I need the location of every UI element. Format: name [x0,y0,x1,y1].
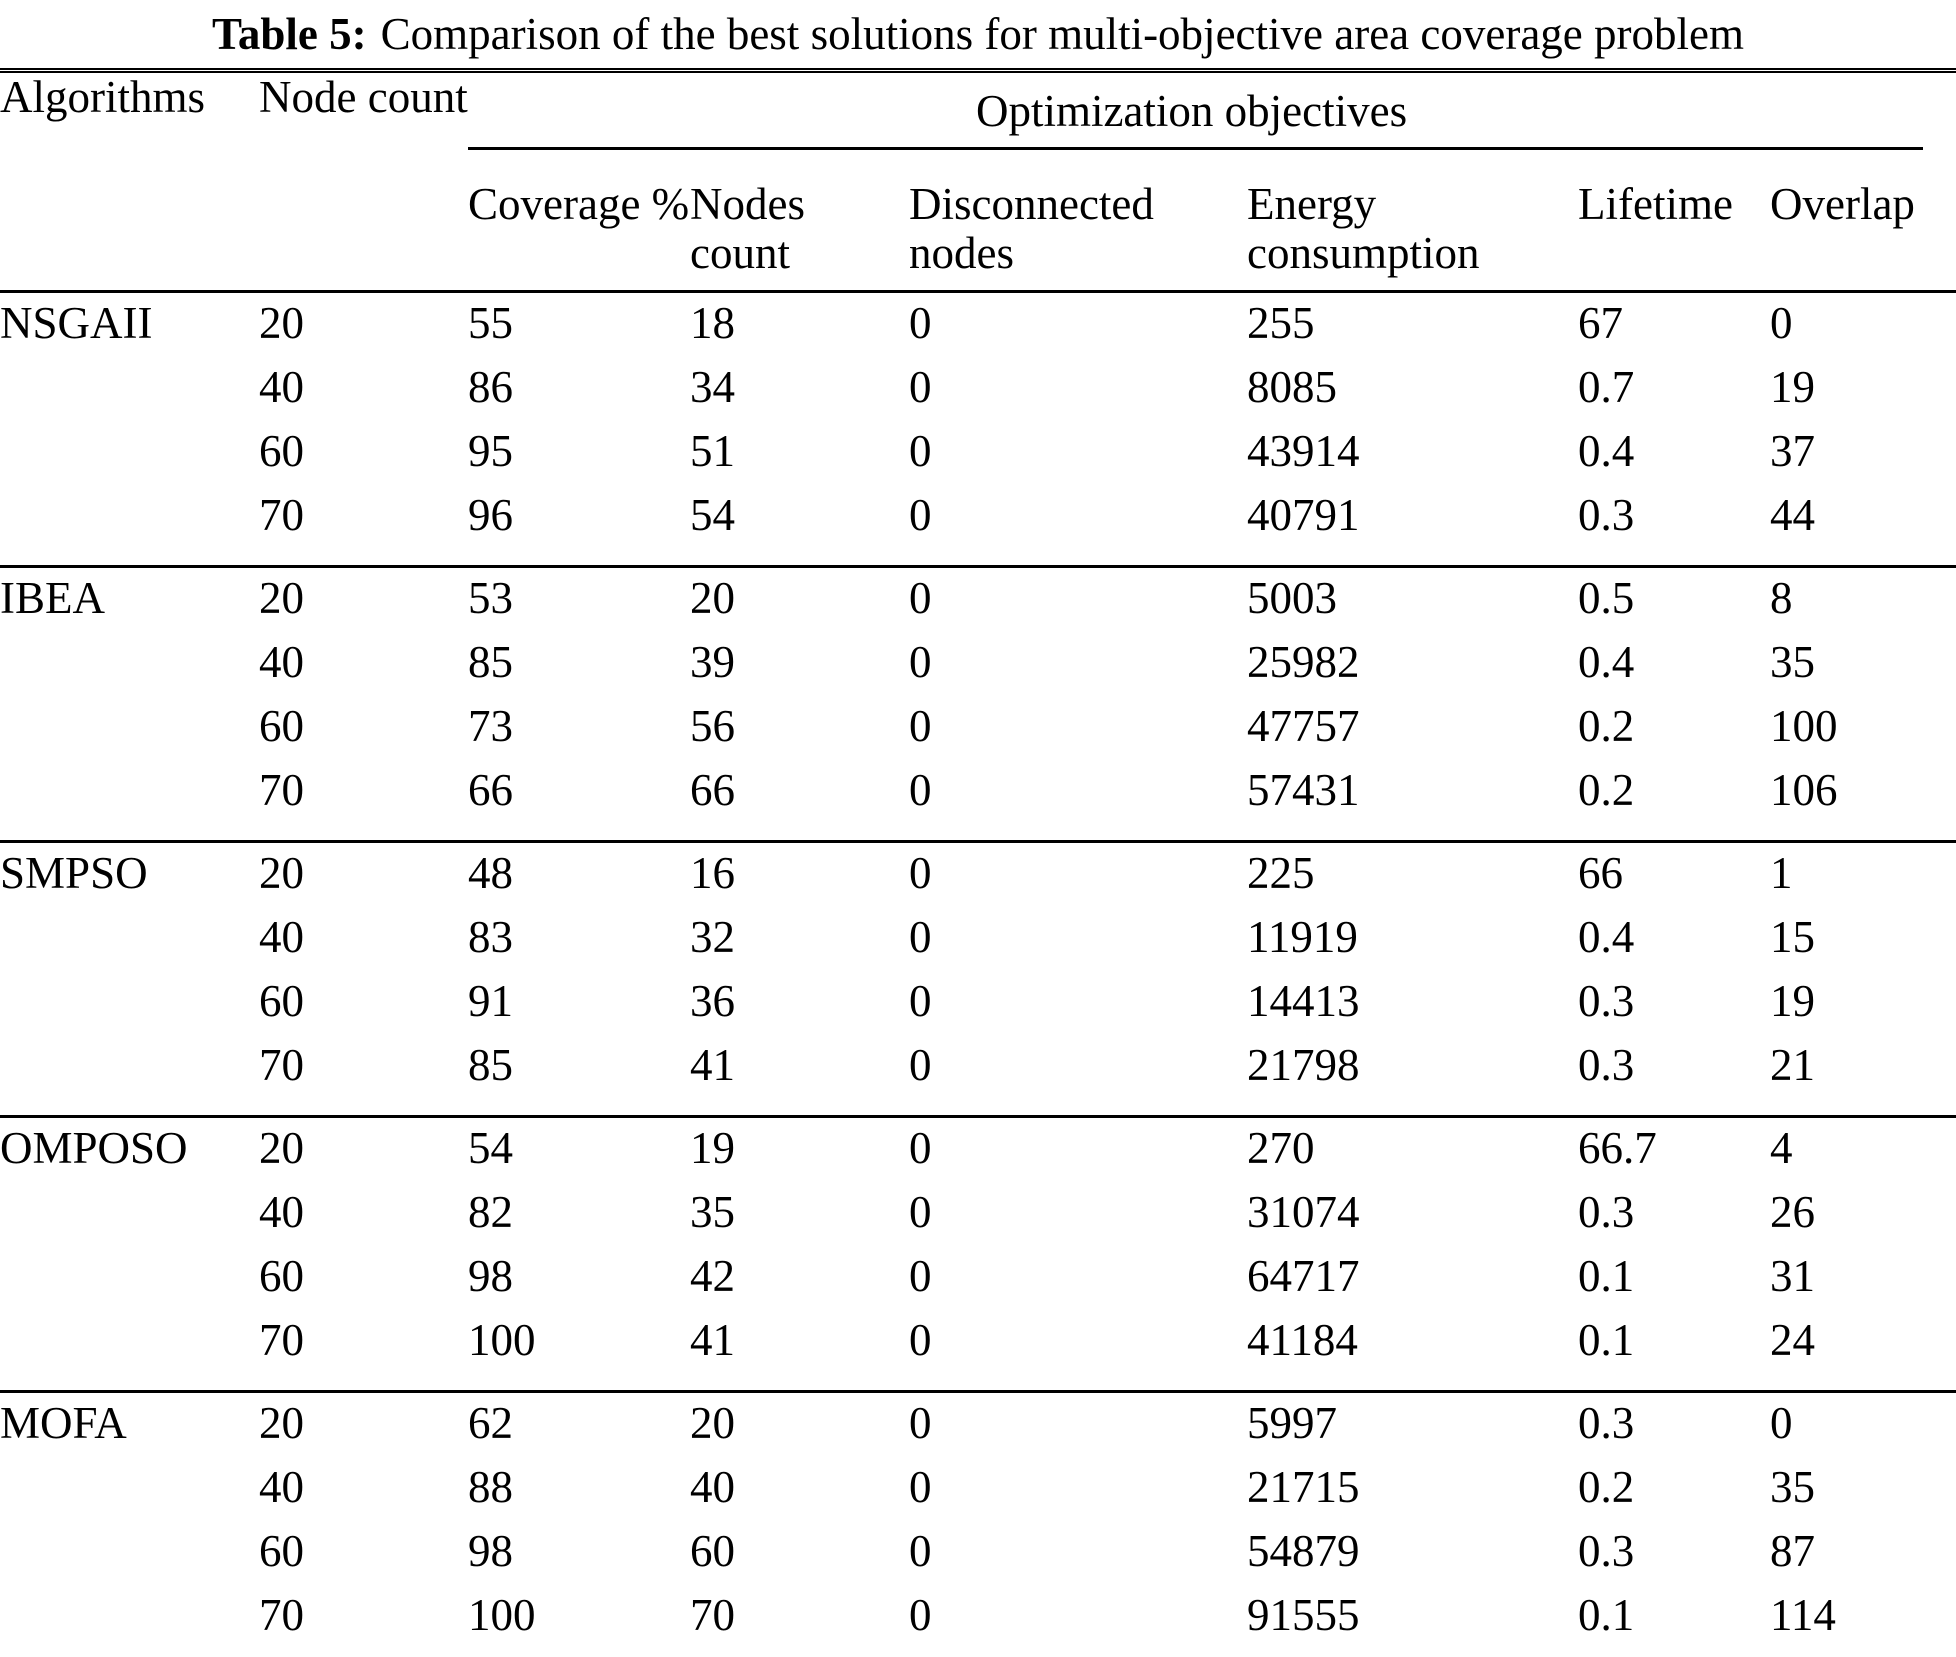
cell-node-count: 60 [259,704,304,752]
table-row [0,493,1956,567]
header-coverage-pct: Coverage % [468,150,690,292]
header-nodes-count: Nodes count [690,150,909,292]
cell-coverage-pct: 83 [468,915,513,963]
cell-nodes-count: 18 [690,292,909,366]
cell-energy-consumption: 14413 [1247,979,1360,1027]
cell-algorithm [0,365,259,429]
table-row [0,1318,1956,1392]
cell-nodes-count: 20 [690,1392,909,1466]
cell-nodes-count: 41 [690,1318,735,1366]
cell-lifetime: 66.7 [1578,1117,1770,1191]
cell-energy-consumption: 64717 [1247,1254,1360,1302]
cell-disconnected-nodes: 0 [909,1529,932,1577]
cell-algorithm: NSGAII [0,292,259,366]
cell-energy-consumption: 21798 [1247,1043,1360,1091]
cell-node-count: 20 [259,292,468,366]
cell-algorithm [0,704,259,768]
cell-energy-consumption: 270 [1247,1117,1578,1191]
cell-disconnected-nodes: 0 [909,1190,932,1238]
header-optimization-objectives [468,73,1956,150]
cell-coverage-pct: 100 [468,1593,536,1641]
cell-lifetime: 0.4 [1578,429,1635,477]
cell-nodes-count: 32 [690,915,735,963]
cell-disconnected-nodes: 0 [909,1043,932,1091]
cell-nodes-count: 20 [690,567,909,641]
cell-nodes-count: 60 [690,1529,735,1577]
cell-nodes-count: 42 [690,1254,735,1302]
table-frame [0,68,1956,1657]
cell-overlap: 35 [1770,1465,1815,1513]
cell-coverage-pct: 73 [468,704,513,752]
cell-lifetime: 0.3 [1578,979,1635,1027]
table-header [0,73,1956,292]
cell-overlap: 4 [1770,1117,1956,1191]
cell-node-count: 70 [259,493,304,541]
cell-lifetime: 0.5 [1578,567,1770,641]
cell-algorithm [0,979,259,1043]
cell-disconnected-nodes: 0 [909,1318,932,1366]
cell-disconnected-nodes: 0 [909,567,1247,641]
cell-coverage-pct: 91 [468,979,513,1027]
cell-overlap: 0 [1770,1392,1956,1466]
table-row [0,1593,1956,1657]
cell-overlap: 26 [1770,1190,1815,1238]
cell-coverage-pct: 100 [468,1318,536,1366]
cell-disconnected-nodes: 0 [909,1254,932,1302]
cell-overlap: 21 [1770,1043,1815,1091]
cell-coverage-pct: 85 [468,640,513,688]
table-row [0,1465,1956,1529]
table-row [0,1190,1956,1254]
table-caption-label: Table 5: [212,9,367,59]
cell-nodes-count: 56 [690,704,735,752]
cell-lifetime: 0.3 [1578,1043,1635,1091]
table-row [0,1117,1956,1191]
cell-algorithm [0,1190,259,1254]
cell-disconnected-nodes: 0 [909,640,932,688]
cell-nodes-count: 19 [690,1117,909,1191]
header-row-top [0,73,1956,150]
cell-algorithm [0,1529,259,1593]
table-row [0,1043,1956,1117]
cell-node-count: 20 [259,1392,468,1466]
cell-overlap: 24 [1770,1318,1815,1366]
cell-lifetime: 0.2 [1578,1465,1635,1513]
cell-overlap: 87 [1770,1529,1815,1577]
cell-energy-consumption: 31074 [1247,1190,1360,1238]
cell-lifetime: 0.4 [1578,640,1635,688]
cell-coverage-pct: 82 [468,1190,513,1238]
cell-node-count: 60 [259,979,304,1027]
cell-algorithm [0,1043,259,1117]
cell-node-count: 40 [259,915,304,963]
cell-algorithm [0,640,259,704]
cell-node-count: 60 [259,1254,304,1302]
cell-algorithm [0,429,259,493]
cell-coverage-pct: 62 [468,1392,690,1466]
cell-disconnected-nodes: 0 [909,1117,1247,1191]
cell-overlap: 19 [1770,365,1815,413]
cell-lifetime: 0.1 [1578,1254,1635,1302]
cell-algorithm [0,1254,259,1318]
table-row [0,365,1956,429]
cell-algorithm [0,915,259,979]
cell-energy-consumption: 43914 [1247,429,1360,477]
cell-disconnected-nodes: 0 [909,768,932,816]
cell-overlap: 19 [1770,979,1815,1027]
cell-energy-consumption: 57431 [1247,768,1360,816]
table-row [0,915,1956,979]
table-row [0,1392,1956,1466]
cell-disconnected-nodes: 0 [909,915,932,963]
cell-lifetime: 66 [1578,842,1770,916]
cell-energy-consumption: 5003 [1247,567,1578,641]
cell-disconnected-nodes: 0 [909,1593,932,1641]
cell-algorithm: IBEA [0,567,259,641]
cell-coverage-pct: 98 [468,1529,513,1577]
table-row [0,704,1956,768]
comparison-table [0,73,1956,1657]
cell-algorithm [0,1593,259,1657]
cell-coverage-pct: 55 [468,292,690,366]
cell-algorithm [0,493,259,567]
cell-energy-consumption: 25982 [1247,640,1360,688]
cell-algorithm: SMPSO [0,842,259,916]
cell-overlap: 8 [1770,567,1956,641]
cell-nodes-count: 36 [690,979,735,1027]
optimization-objectives-label: Optimization objectives [975,86,1408,136]
cell-nodes-count: 39 [690,640,735,688]
header-node-count: Node count [259,73,468,292]
cell-overlap: 15 [1770,915,1815,963]
cell-node-count: 70 [259,1318,304,1366]
cell-lifetime: 67 [1578,292,1770,366]
cell-algorithm [0,768,259,842]
cell-energy-consumption: 41184 [1247,1318,1358,1366]
cell-nodes-count: 34 [690,365,735,413]
cell-nodes-count: 51 [690,429,735,477]
cell-disconnected-nodes: 0 [909,842,1247,916]
cell-lifetime: 0.2 [1578,768,1635,816]
cell-lifetime: 0.1 [1578,1318,1635,1366]
cell-energy-consumption: 40791 [1247,493,1360,541]
cell-nodes-count: 40 [690,1465,735,1513]
header-algorithms: Algorithms [0,73,259,292]
cell-overlap: 31 [1770,1254,1815,1302]
optimization-objectives-rule [468,73,1923,150]
table-row [0,979,1956,1043]
cell-node-count: 70 [259,1593,304,1641]
cell-overlap: 44 [1770,493,1815,541]
cell-lifetime: 0.3 [1578,1529,1635,1577]
cell-nodes-count: 16 [690,842,909,916]
table-body [0,292,1956,1657]
cell-energy-consumption: 47757 [1247,704,1360,752]
table-row [0,842,1956,916]
cell-coverage-pct: 48 [468,842,690,916]
cell-algorithm [0,1318,259,1392]
cell-disconnected-nodes: 0 [909,365,932,413]
cell-node-count: 20 [259,567,468,641]
cell-coverage-pct: 54 [468,1117,690,1191]
cell-nodes-count: 41 [690,1043,735,1091]
cell-coverage-pct: 85 [468,1043,513,1091]
cell-node-count: 20 [259,842,468,916]
cell-nodes-count: 66 [690,768,735,816]
cell-disconnected-nodes: 0 [909,979,932,1027]
header-disconnected-nodes: Disconnected nodes [909,150,1247,292]
cell-node-count: 40 [259,365,304,413]
cell-coverage-pct: 66 [468,768,513,816]
cell-energy-consumption: 11919 [1247,915,1358,963]
cell-algorithm: MOFA [0,1392,259,1466]
cell-coverage-pct: 88 [468,1465,513,1513]
cell-node-count: 40 [259,1190,304,1238]
cell-node-count: 70 [259,768,304,816]
cell-coverage-pct: 96 [468,493,513,541]
cell-energy-consumption: 54879 [1247,1529,1360,1577]
cell-node-count: 40 [259,1465,304,1513]
cell-energy-consumption: 255 [1247,292,1578,366]
cell-overlap: 35 [1770,640,1815,688]
table-row [0,429,1956,493]
cell-overlap: 1 [1770,842,1956,916]
cell-lifetime: 0.3 [1578,1190,1635,1238]
table-row [0,1529,1956,1593]
table-row [0,1254,1956,1318]
cell-energy-consumption: 8085 [1247,365,1337,413]
cell-overlap: 100 [1770,704,1838,752]
cell-disconnected-nodes: 0 [909,704,932,752]
cell-node-count: 60 [259,429,304,477]
cell-energy-consumption: 5997 [1247,1392,1578,1466]
table-row [0,768,1956,842]
cell-node-count: 60 [259,1529,304,1577]
cell-energy-consumption: 225 [1247,842,1578,916]
table-row [0,292,1956,366]
table-row [0,567,1956,641]
cell-lifetime: 0.2 [1578,704,1635,752]
header-energy-consumption: Energy consumption [1247,150,1578,292]
cell-energy-consumption: 21715 [1247,1465,1360,1513]
cell-disconnected-nodes: 0 [909,493,932,541]
cell-nodes-count: 70 [690,1593,735,1641]
cell-node-count: 20 [259,1117,468,1191]
cell-node-count: 40 [259,640,304,688]
cell-disconnected-nodes: 0 [909,292,1247,366]
cell-lifetime: 0.3 [1578,1392,1770,1466]
cell-disconnected-nodes: 0 [909,1392,1247,1466]
header-overlap: Overlap [1770,150,1956,292]
table-row [0,640,1956,704]
cell-disconnected-nodes: 0 [909,429,932,477]
cell-overlap: 114 [1770,1593,1836,1641]
table-caption [0,0,1956,68]
cell-lifetime: 0.4 [1578,915,1635,963]
cell-coverage-pct: 95 [468,429,513,477]
cell-energy-consumption: 91555 [1247,1593,1360,1641]
cell-lifetime: 0.7 [1578,365,1635,413]
cell-coverage-pct: 98 [468,1254,513,1302]
cell-coverage-pct: 86 [468,365,513,413]
table-caption-text: Comparison of the best solutions for multi-objective area coverage problem [380,9,1744,59]
cell-coverage-pct: 53 [468,567,690,641]
cell-lifetime: 0.1 [1578,1593,1635,1641]
cell-overlap: 37 [1770,429,1815,477]
header-lifetime: Lifetime [1578,150,1770,292]
cell-node-count: 70 [259,1043,304,1091]
cell-nodes-count: 54 [690,493,735,541]
cell-nodes-count: 35 [690,1190,735,1238]
cell-algorithm: OMPOSO [0,1117,259,1191]
cell-lifetime: 0.3 [1578,493,1635,541]
cell-disconnected-nodes: 0 [909,1465,932,1513]
cell-overlap: 106 [1770,768,1838,816]
cell-algorithm [0,1465,259,1529]
cell-overlap: 0 [1770,292,1956,366]
